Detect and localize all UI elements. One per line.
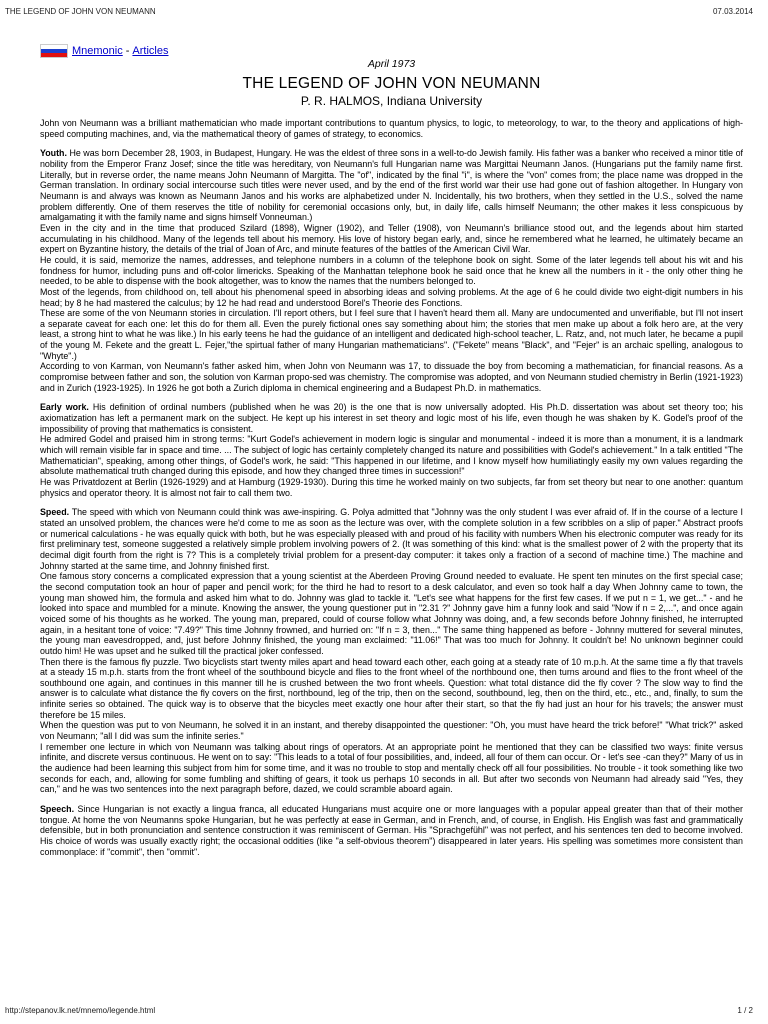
article-paragraph: [40, 720, 743, 741]
nav-separator: -: [125, 45, 130, 57]
paragraph-text: I remember one lecture in which von Neumann was talking about rings of operators. At an appropriate point he mentioned that they can be classified two ways: finite versus infinite, and discrete versus continuous. He went on to say: "This leads to a total of four possibilities, and, indeed, all four of them can occur. Or - let's see -can they?" Many of us in the audience had been learning this subject from him for some time, and it was no trouble to stop and mentally check off all four possibilities. No trouble - it took something like two seconds for each, and, allowing for some fumbling and shifting of gears, it took us perhaps 10 seconds in all. But after two seconds von Neumann had already said "Yes, they can," and he was two sentences into the next paragraph before, dazed, we could scramble aboard again.: [40, 741, 743, 795]
article-paragraph: [40, 571, 743, 656]
article-paragraph: [40, 308, 743, 361]
article-paragraph: [40, 287, 743, 308]
paragraph-text: Most of the legends, from childhood on, tell about his phenomenal speed in absorbing ideas and solving problems. At the age of 6 he could divide two eight-digit numbers in his head; by 8 he had mastered the calculus; by 12 he had read and understood Borel's Theorie des Fonctions.: [40, 286, 743, 308]
paragraph-text: He was born December 28, 1903, in Budapest, Hungary. He was the eldest of three sons in a well-to-do Jewish family. His father was a banker who received a minor title of nobility from the Emperor Franz Josef; since the title was hereditary, von Neumann's full Hungarian name was Margittai Neumann Janos. (Hungarians put the family name first. Literally, but in reverse order, the name means John Neumann of Margitta. The "of", indicated by the final "i", is where the "von" comes from; the place name was dropped in the German translation. In ordinary social intercourse such titles were never used, and by the end of the first world war their use had gone out of fashion altogether. In Hungary von Neumann is and always was known as Neumann Janos and his works are alphabetized under N. Incidentally, his two brothers, when they settled in the U.S., solved the name problem differently. One of them reserves the title of nobility for ceremonial occasions only, but, in daily life, calls himself Neumann; the other makes it less conspicuous by amalgamating it with the family name and signs himself Vonneuman.): [40, 148, 743, 223]
paragraph-text: His definition of ordinal numbers (published when he was 20) is the one that is now universally adopted. His Ph.D. dissertation was about set theory too; his axiomatization has left a permanent mark on the subject. He kept up his interest in set theory and logic most of his life, even though he was shaken by K. Godel's proof of the impossibility of proving that mathematics is consistent.: [40, 402, 743, 434]
paragraph-text: Even in the city and in the time that produced Szilard (1898), Wigner (1902), and Teller (1908), von Neumann's brilliance stood out, and the legends about him started accumulating in his childhood. Many of the legends tell about his memory. His love of history began early, and, since he remembered what he learned, he ultimately became an expert on Byzantine history, the details of the trial of Joan of Arc, and minute features of the battles of the American Civil War.: [40, 222, 743, 255]
breadcrumb-nav: [40, 44, 168, 58]
paragraph-text: He was Privatdozent at Berlin (1926-1929) and at Hamburg (1929-1930). During this time he worked mainly on two subjects, far from set theory but near to one another: quantum physics and operator theory. It is almost not fair to call them two.: [40, 477, 743, 498]
article-title: THE LEGEND OF JOHN VON NEUMANN: [242, 75, 541, 92]
article-paragraph: [40, 361, 743, 393]
article-paragraph: [40, 118, 743, 139]
print-header-date: 07.03.2014: [712, 7, 753, 16]
paragraph-text: According to von Karman, von Neumann's father asked him, when John von Neumann was 17, to dissuade the boy from becoming a mathematician, for financial reasons. As a compromise between father and son, the solution von Karman propo-sed was chemistry. The compromise was adopted, and von Neumann studied chemistry in Berlin (1921-1923) and in Zurich (1923-1925). In 1926 he got both a Zurich diploma in chemical engineering and a Budapest Ph.D. in mathematics.: [40, 361, 743, 393]
section-heading: Youth.: [40, 148, 67, 159]
article-paragraph: [40, 507, 743, 571]
paragraph-text: Since Hungarian is not exactly a lingua franca, all educated Hungarians must acquire one or more languages with a popular appeal greater than that of their mother tongue. At home the von Neumanns spoke Hungarian, but he was perfectly at ease in German, and in French, and, of course, in English. His English was fast and grammatically defensible, but in both pronunciation and sentence construction it was reminiscent of German. His "Sprachgefühl" was not perfect, and his sentences ten ded to become involved. His choice of words was usually exactly right; the occasional oddities (like "a self-obvious theorem") disappeared in later years. His spelling was sometimes more consistent than commonplace: if "commit", then "ommit".: [40, 804, 744, 857]
print-footer-url: http://stepanov.lk.net/mnemo/legende.html: [5, 1006, 156, 1015]
paragraph-text: He admired Godel and praised him in strong terms: "Kurt Godel's achievement in modern logic is singular and monumental - indeed it is more than a monument, it is a landmark which will remain visible far in space and time. ... The subject of logic has certainly completely changed its nature and possibilities with Godel's achievement." In a talk entitled "The Mathematician", speaking, among other things, of Godel's work, he said: "This happened in our lifetime, and I know myself how humiliatingly easily my own values regarding the absolute mathematical truth changed during this episode, and how they changed three times in succession!": [40, 434, 743, 477]
article-paragraph: [40, 402, 743, 434]
article: [40, 58, 743, 857]
article-paragraph: [40, 477, 743, 498]
print-footer: [5, 1006, 753, 1015]
article-paragraph: [40, 223, 743, 255]
article-paragraph: [40, 148, 743, 223]
mnemonic-link[interactable]: Mnemonic: [72, 45, 123, 57]
article-body: [40, 118, 743, 857]
paragraph-text: When the question was put to von Neumann, he solved it in an instant, and thereby disappointed the questioner: "Oh, you must have heard the trick before!" "What trick?" asked von Neumann; "all I did was sum the infinite series.": [40, 720, 743, 742]
section-heading: Speech.: [40, 804, 75, 815]
article-date: April 1973: [367, 58, 416, 70]
section-heading: Speed.: [40, 507, 70, 518]
print-header: [5, 7, 753, 16]
article-paragraph: [40, 255, 743, 287]
russian-flag-icon: [40, 44, 68, 58]
print-footer-page-number: 1 / 2: [737, 1006, 753, 1015]
article-paragraph: [40, 804, 743, 857]
section-heading: Early work.: [40, 402, 89, 413]
paragraph-text: Then there is the famous fly puzzle. Two bicyclists start twenty miles apart and head toward each other, each going at a steady rate of 10 m.p.h. At the same time a fly that travels at a steady 15 m.p.h. starts from the front wheel of the southbound bicycle and flies to the front wheel of the northbound one, then turns around and flies to the front wheel of the southbound one again, and continues in this manner till he is crushed between the two front wheels. Question: what total distance did the fly cover ? The slow way to find the answer is to calculate what distance the fly covers on the first, northbound, leg of the trip, then on the second, southbound, leg, then on the third, etc., etc., and, finally, to sum the infinite series so obtained. The quick way is to observe that the bicycles meet exactly one hour after their start, so that the fly had just an hour for his travels; the answer must therefore be 15 miles.: [40, 656, 743, 720]
article-paragraph: [40, 657, 743, 721]
articles-link[interactable]: Articles: [132, 45, 169, 57]
article-author: P. R. HALMOS, Indiana University: [300, 94, 483, 108]
paragraph-text: These are some of the von Neumann stories in circulation. I'll report others, but I feel sure that I haven't heard them all. Many are undocumented and unverifiable, but I'll not insert a separate caveat for each one: let this do for them all. Even the purely fictional ones say something about him; the stories that men make up about a folk hero are, at the very least, a strong hint to what he was like.) In his early teens he had the guidance of an intelligent and dedicated high-school teacher, L. Ratz, and, not much later, he became a pupil of the young M. Fekete and the greatt L. Fejer,"the spirtual father of many Hungarian mathematicians". ("Fekete" means "Black", and "Fejer" is an archaic spelling, analogous to "Whyte".): [40, 308, 743, 361]
paragraph-text: John von Neumann was a brilliant mathematician who made important contributions to quantum physics, to logic, to meteorology, to war, to the theory and applications of high-speed computing machines, and, via the mathematical theory of games of strategy, to economics.: [40, 118, 743, 139]
paragraph-text: The speed with which von Neumann could think was awe-inspiring. G. Polya admitted that "Johnny was the only student I was ever afraid of. If in the course of a lecture I stated an unsolved problem, the chances were he'd come to me as soon as the lecture was over, with the complete solution in a few scribbles on a slip of paper." Abstract proofs or numerical calculations - he was equally quick with both, but he was especially pleased with and proud of his facility with numbers When his electronic computer was ready for its first preliminary test, someone suggested a relatively simple problem involving powers of 2. (It was something of this kind: what is the smallest power of 2 with the property that its decimal digit fourth from the right is 7? This is a completely trivial problem for a present-day computer: it takes only a fraction of a second of machine time.) The machine and Johnny started at the same time, and Johnny finished first.: [40, 507, 743, 571]
print-header-title: THE LEGEND OF JOHN VON NEUMANN: [5, 7, 156, 16]
article-paragraph: [40, 434, 743, 477]
paragraph-text: He could, it is said, memorize the names, addresses, and telephone numbers in a column of the telephone book on sight. Some of the later legends tell about his wit and his fondness for humor, including puns and off-color limericks. Speaking of the Manhattan telephone book he said once that he knew all the numbers in it - the only other thing he needed, to be able to dispense with the book altogether, was to know the names that the numbers belonged to.: [40, 254, 743, 287]
article-paragraph: [40, 742, 743, 795]
paragraph-text: One famous story concerns a complicated expression that a young scientist at the Aberdeen Proving Ground needed to evaluate. He spent ten minutes on the first special case; the second computation took an hour of paper and pencil work; for the third he had to resort to a desk calculator, and even so took half a day When Johnny came to town, the young man showed him, the formula and asked him what to do. Johnny was glad to tackle it. "Let's see what happens for the first few cases. If we put n = 1, we get..." - and he looked into space and mumbled for a minute. Knowing the answer, the young questioner put in "2.31 ?" Johnny gave him a funny look and said "Now if n = 2,...", and once again voiced some of his thoughts as he worked. The young man, prepared, could of course follow what Johnny was doing, and, a few seconds before Johnny finished, he interrupted again, in a hesitant tone of voice: "7.49?" This time Johnny frowned, and hurried on: "If n = 3, then..." The same thing happened as before - Johnny muttered for several minutes, the young man eavesdropped, and, just before Johnny finished, the young man exclaimed: "11.06!" That was too much for Johnny. It couldn't be! No unknown beginner could outdo him! He was upset and he sulked till the practical joker confessed.: [40, 571, 743, 656]
